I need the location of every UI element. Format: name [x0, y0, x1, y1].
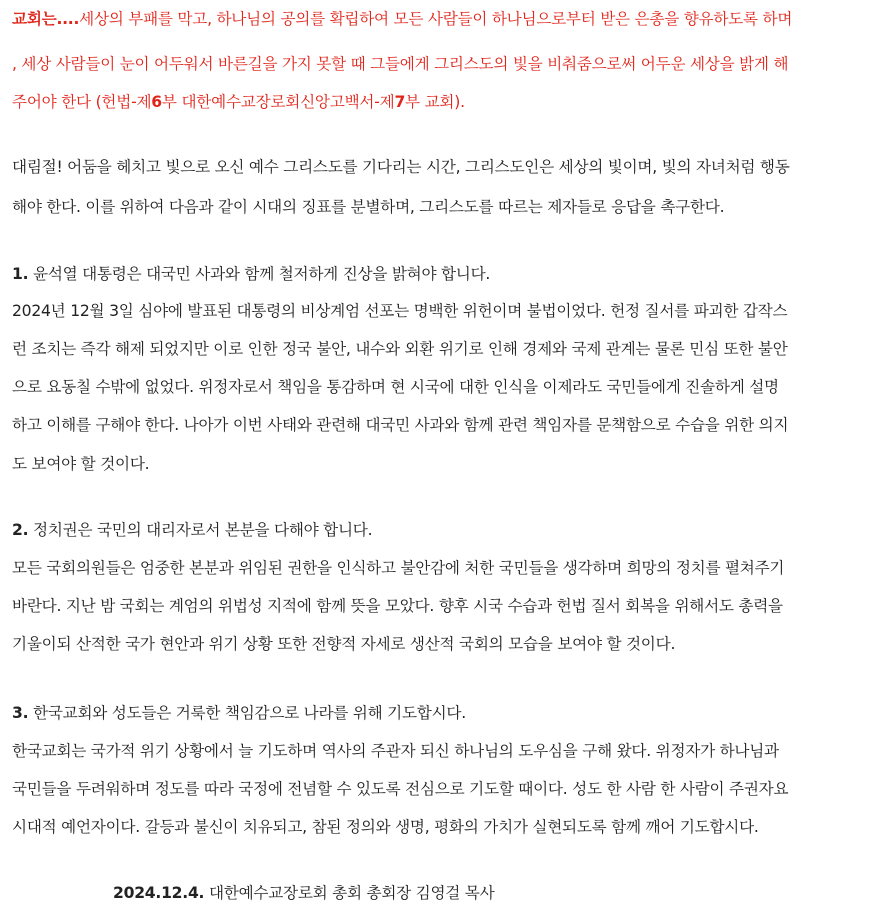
section-2-line-3: 기울이되 산적한 국가 현안과 위기 상황 또한 전향적 자세로 생산적 국회의 모습을 보여야 할 것이다. [12, 635, 676, 653]
signature-date: 2024.12.4. [113, 884, 205, 902]
section-1-line-4: 하고 이해를 구해야 한다. 나아가 이번 사태와 관련해 대국민 사과와 함께 관련 책임자를 문책함으로 수습을 위한 의지 [12, 416, 789, 434]
intro-line-3: 주어야 한다 (헌법-제6부 대한예수교장로회신앙고백서-제7부 교회). [12, 93, 465, 111]
section-1-number: 1. [12, 265, 29, 283]
section-3-heading [12, 703, 466, 723]
intro-line-2: , 세상 사람들이 눈이 어두워서 바른길을 가지 못할 때 그들에게 그리스도의 빛을 비춰줌으로써 어두운 세상을 밝게 해 [12, 55, 789, 73]
section-1-line-5: 도 보여야 할 것이다. [12, 455, 150, 473]
section-2-number: 2. [12, 521, 29, 539]
signature [113, 883, 494, 903]
section-2-line-2: 바란다. 지난 밤 국회는 계엄의 위법성 지적에 함께 뜻을 모았다. 향후 시국 수습과 헌법 질서 회복을 위해서도 총력을 [12, 597, 783, 615]
section-2-heading [12, 520, 372, 540]
section-1-line-3: 으로 요동칠 수밖에 없었다. 위정자로서 책임을 통감하며 현 시국에 대한 인식을 이제라도 국민들에게 진솔하게 설명 [12, 378, 779, 396]
section-1-heading [12, 264, 490, 284]
section-3-line-3: 시대적 예언자이다. 갈등과 불신이 치유되고, 참된 정의와 생명, 평화의 가치가 실현되도록 함께 깨어 기도합시다. [12, 818, 759, 836]
section-3-number: 3. [12, 704, 29, 722]
intro-line-1: 교회는....세상의 부패를 막고, 하나님의 공의를 확립하여 모든 사람들이 하나님으로부터 받은 은총을 향유하도록 하며 [12, 10, 793, 28]
section-2-line-1: 모든 국회의원들은 엄중한 본분과 위임된 권한을 인식하고 불안감에 처한 국민들을 생각하며 희망의 정치를 펼쳐주기 [12, 559, 785, 577]
section-1-line-1: 2024년 12월 3일 심야에 발표된 대통령의 비상계엄 선포는 명백한 위헌이며 불법이었다. 헌정 질서를 파괴한 갑작스 [12, 302, 788, 320]
section-1-title: 윤석열 대통령은 대국민 사과와 함께 철저하게 진상을 밝혀야 합니다. [33, 265, 491, 283]
section-3-line-2: 국민들을 두려워하며 정도를 따라 국정에 전념할 수 있도록 전심으로 기도할 때이다. 성도 한 사람 한 사람이 주권자요 [12, 780, 789, 798]
preface-line-2: 해야 한다. 이를 위하여 다음과 같이 시대의 징표를 분별하며, 그리스도를 따르는 제자들로 응답을 촉구한다. [12, 198, 725, 216]
section-2-title: 정치권은 국민의 대리자로서 본분을 다해야 합니다. [33, 521, 373, 539]
section-3-title: 한국교회와 성도들은 거룩한 책임감으로 나라를 위해 기도합시다. [33, 704, 466, 722]
section-3-line-1: 한국교회는 국가적 위기 상황에서 늘 기도하며 역사의 주관자 되신 하나님의 도우심을 구해 왔다. 위정자가 하나님과 [12, 742, 779, 760]
preface-line-1: 대림절! 어둠을 헤치고 빛으로 오신 예수 그리스도를 기다리는 시간, 그리스도인은 세상의 빛이며, 빛의 자녀처럼 행동 [12, 158, 790, 176]
signature-text: 대한예수교장로회 총회 총회장 김영걸 목사 [208, 884, 495, 902]
section-1-line-2: 런 조치는 즉각 해제 되었지만 이로 인한 정국 불안, 내수와 외환 위기로 인해 경제와 국제 관계는 물론 민심 또한 불안 [12, 340, 788, 358]
